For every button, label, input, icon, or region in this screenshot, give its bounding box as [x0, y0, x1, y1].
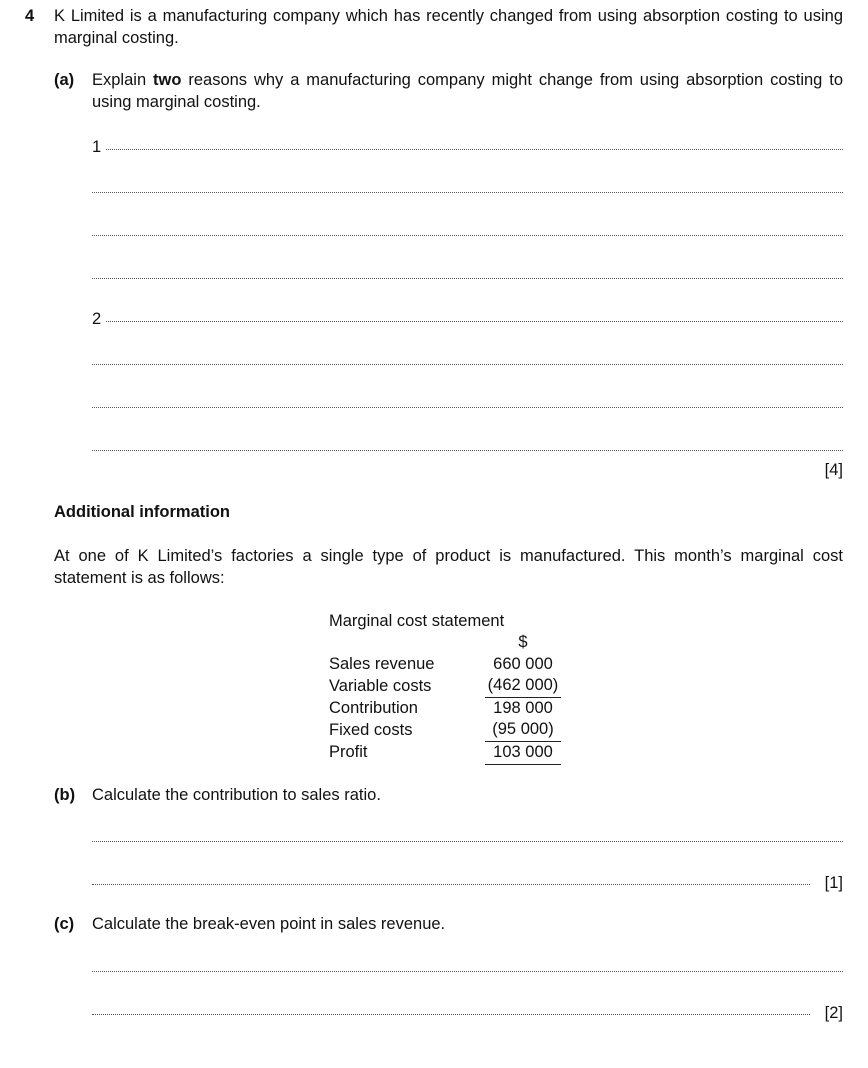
table-row	[329, 719, 561, 741]
row-value: 198 000	[493, 698, 553, 717]
marginal-cost-statement	[329, 632, 561, 765]
part-a-emphasis: two	[153, 71, 182, 89]
table-row	[329, 675, 561, 697]
row-label: Contribution	[329, 698, 418, 717]
row-value: 103 000	[485, 741, 561, 764]
answer-line[interactable]	[92, 192, 843, 193]
part-b-question: Calculate the contribution to sales ratio.	[92, 786, 381, 804]
answer-line[interactable]	[92, 841, 843, 842]
part-c-label: (c)	[54, 915, 75, 933]
row-label: Fixed costs	[329, 720, 413, 739]
part-a-text-rest: reasons why a manufacturing company might change from using absorption costing to using marginal costing.	[92, 71, 844, 111]
table-row	[329, 741, 561, 764]
answer-line[interactable]	[92, 884, 810, 885]
table-row	[329, 654, 561, 676]
marks-a: [4]	[824, 461, 843, 479]
row-value: (95 000)	[485, 719, 561, 741]
part-a-label: (a)	[54, 71, 75, 89]
answer-line[interactable]	[92, 1014, 810, 1015]
part-c-question: Calculate the break-even point in sales revenue.	[92, 915, 446, 933]
row-label: Sales revenue	[329, 654, 435, 673]
statement-title: Marginal cost statement	[329, 612, 505, 630]
currency-header: $	[518, 633, 528, 651]
row-label: Variable costs	[329, 676, 432, 695]
answer-line[interactable]	[92, 235, 843, 236]
part-a-text: Explain	[92, 71, 154, 89]
answer-line[interactable]	[92, 971, 843, 972]
answer-line[interactable]	[106, 149, 843, 150]
additional-heading: Additional information	[54, 503, 230, 521]
answer-line[interactable]	[106, 321, 843, 322]
row-label: Profit	[329, 743, 368, 762]
marks-b: [1]	[824, 874, 843, 892]
question-intro: K Limited is a manufacturing company which has recently changed from using absorption costing to using marginal costing.	[54, 7, 843, 47]
question-number: 4	[25, 7, 35, 25]
answer-number-2: 2	[92, 310, 102, 328]
answer-number-1: 1	[92, 138, 102, 156]
table-row	[329, 632, 561, 654]
row-value: 660 000	[493, 654, 553, 673]
answer-line[interactable]	[92, 450, 843, 451]
answer-line[interactable]	[92, 364, 843, 365]
table-row	[329, 697, 561, 719]
additional-text: At one of K Limited’s factories a single type of product is manufactured. This month’s marginal cost statement is as follows:	[54, 547, 843, 587]
marks-c: [2]	[824, 1004, 843, 1022]
row-value: (462 000)	[485, 675, 561, 697]
answer-line[interactable]	[92, 278, 843, 279]
part-a-question	[92, 69, 843, 113]
answer-line[interactable]	[92, 407, 843, 408]
part-b-label: (b)	[54, 786, 76, 804]
